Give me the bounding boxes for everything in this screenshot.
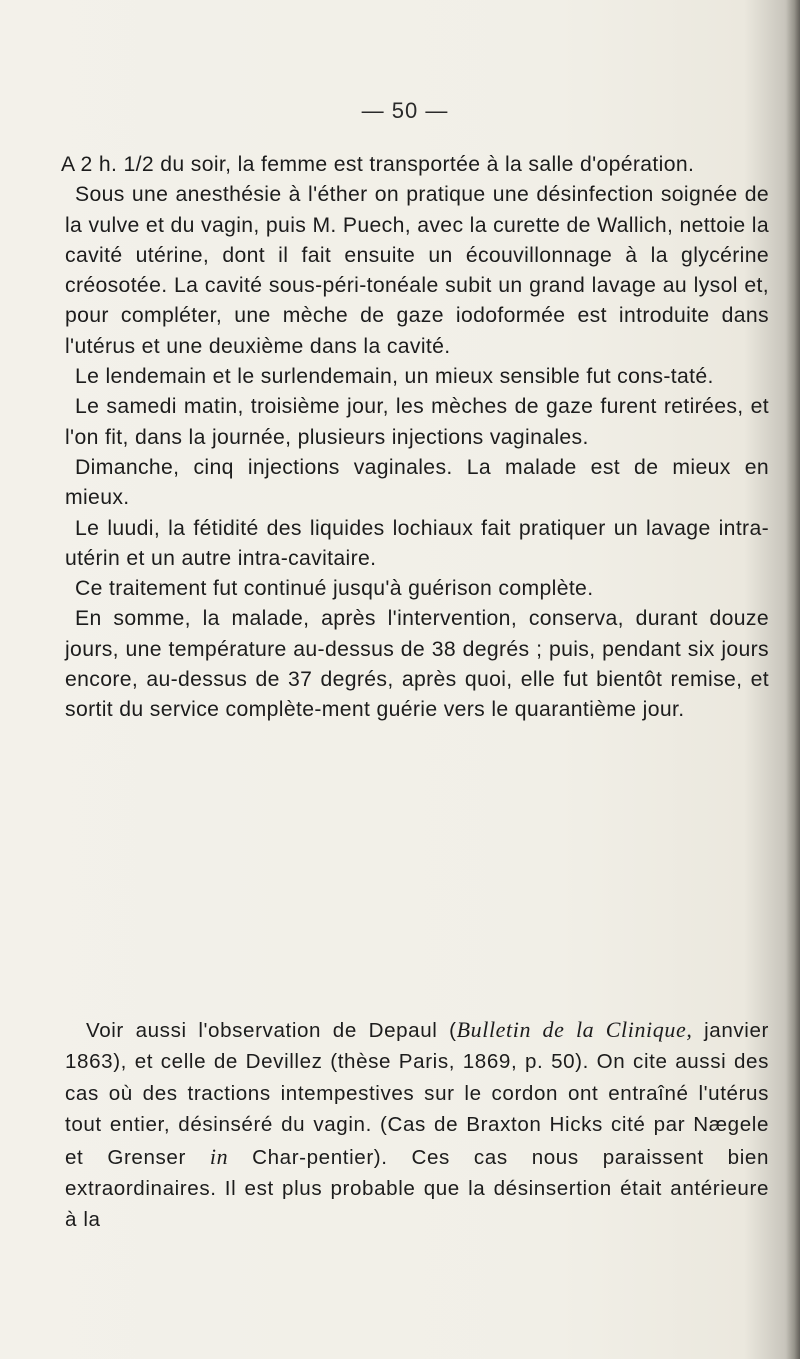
note-text-part: janvier 1863), et celle de Devillez (thèse Paris, 1869, p. 50). On cite aussi des cas où des tractions intempestives sur le cordon ont entraîné l'utérus tout entier, désinséré du vagin. (Cas de Braxton Hicks cité par Nægele et Grenser	[65, 1019, 769, 1169]
paragraph: Le samedi matin, troisième jour, les mèches de gaze furent retirées, et l'on fit, dans la journée, plusieurs injections vaginales.	[65, 395, 769, 449]
paragraph: Le lendemain et le surlendemain, un mieux sensible fut cons-taté.	[75, 365, 714, 389]
note-text-part: Voir aussi l'observation de Depaul (	[86, 1019, 457, 1042]
note-text	[65, 1014, 769, 1236]
main-text	[61, 150, 769, 726]
paragraph: En somme, la malade, après l'intervention, conserva, durant douze jours, une température au-dessus de 38 degrés ; puis, pendant six jours encore, au-dessus de 37 degrés, après quoi, elle fut bientôt remise, et sortit du service complète-ment guérie vers le quarantième jour.	[65, 607, 769, 722]
page-number: — 50 —	[361, 98, 449, 123]
journal-title: Bulletin de la Clinique,	[456, 1017, 693, 1042]
paragraph: Sous une anesthésie à l'éther on pratique une désinfection soignée de la vulve et du vagin, puis M. Puech, avec la curette de Wallich, nettoie la cavité utérine, dont il fait ensuite un écouvillonnage à la glycérine créosotée. La cavité sous-péri-tonéale subit un grand lavage au lysol et, pour compléter, une mèche de gaze iodoformée est introduite dans l'utérus et une deuxième dans la cavité.	[65, 183, 769, 358]
italic-in: in	[209, 1143, 229, 1169]
paragraph: Le luudi, la fétidité des liquides lochiaux fait pratiquer un lavage intra-utérin et un autre intra-cavitaire.	[65, 516, 769, 570]
paragraph: A 2 h. 1/2 du soir, la femme est transportée à la salle d'opération.	[61, 153, 695, 176]
note-paragraph	[65, 1014, 769, 1236]
page-edge-shadow	[786, 0, 800, 1359]
note-text-part: Char-pentier). Ces cas nous paraissent bien extraordinaires. Il est plus probable que la désinsertion était antérieure à la	[65, 1145, 770, 1232]
paragraph: Ce traitement fut continué jusqu'à guérison complète.	[75, 577, 594, 601]
paragraph: Dimanche, cinq injections vaginales. La malade est de mieux en mieux.	[65, 455, 769, 510]
